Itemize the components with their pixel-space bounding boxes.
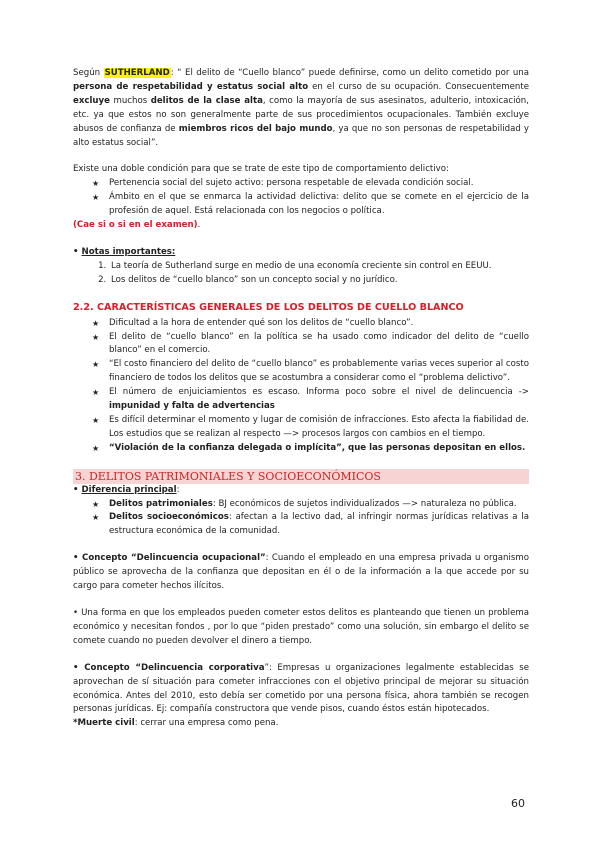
highlight-sutherland: SUTHERLAND — [104, 68, 170, 78]
condition-list — [73, 177, 529, 219]
bold-text: miembros ricos del bajo mundo — [178, 123, 333, 134]
difference-heading — [73, 484, 529, 498]
list-item: ★ “El costo financiero del delito de “cuello blanco” es probablemente varias veces superior al costo financiero de todos los delitos que se acostumbra a considerar como el “problema delictivo”. — [109, 358, 529, 386]
bullet: • — [73, 246, 82, 257]
corporate-crime-paragraph — [73, 662, 529, 718]
text: Según — [73, 68, 104, 78]
bold-text: excluye — [73, 95, 110, 106]
bold-text: “Violación de la confianza delegada o implícita”, que las personas depositan en ellos. — [109, 442, 526, 453]
list-item: ★ Es difícil determinar el momento y lugar de comisión de infracciones. Esto afecta la fiabilidad de. Los estudios que se realizan al respecto —> procesos largos con cambios en el tiempo. — [109, 414, 529, 442]
list-item: 2. Los delitos de “cuello blanco” son un concepto social y no jurídico. — [109, 274, 529, 288]
bold-text: persona de respetabilidad y estatus social alto — [73, 81, 309, 92]
page-number: 60 — [511, 797, 525, 810]
list-item: ★ El delito de “cuello blanco” en la política se ha usado como indicador del delito de “cuello blanco” en el comercio. — [109, 331, 529, 359]
text: : — [176, 484, 180, 495]
text: , ya que no son personas de respetabilidad y alto estatus social”. — [73, 123, 530, 148]
list-item — [109, 442, 529, 456]
text: : Cuando el empleado en una empresa privada u organismo público se aprovecha de la confianza que depositan en él o de la información a la que accede por su cargo para cometer hechos ilícitos. — [73, 553, 529, 592]
bold-text: delitos de la clase alta — [150, 95, 263, 106]
text: . — [197, 220, 201, 231]
list-item: 1. La teoría de Sutherland surge en medio de una economía creciente sin control en EEUU. — [109, 260, 529, 274]
list-item: ★ Pertenencia social del sujeto activo: persona respetable de elevada condición social. — [109, 177, 529, 191]
page-content — [73, 67, 529, 731]
text: en el curso de su ocupación. Consecuentemente — [308, 81, 529, 92]
notes-heading — [73, 246, 529, 260]
text: ”: Empresas u organizaciones legalmente establecidas se aprovechan de sí situación para cometer infracciones con el objetivo principal de mejorar su situación económica. Antes del 2010, esto debía ser cometido por una persona física, ahora también se recogen personas jurídicas. Ej: compañía constructora que vende pisos, cuando éstos están hipotecados. — [73, 662, 529, 715]
difference-title: Diferencia principal — [81, 484, 177, 495]
sutherland-definition — [73, 67, 529, 150]
exam-note — [73, 219, 529, 233]
employee-method-paragraph: • Una forma en que los empleados pueden cometer estos delitos es planteando que tienen un problema económico y necesitan fondos , por lo que “piden prestado” como una solución, sin embargo el delito se comete cuando no pueden devolver el dinero a tiempo. — [73, 608, 529, 646]
bold-text: • Concepto “Delincuencia corporativa — [73, 662, 265, 673]
text: muchos — [109, 95, 151, 106]
list-item — [109, 511, 529, 539]
term: Delitos patrimoniales — [109, 498, 213, 509]
civil-death-note — [73, 717, 529, 731]
text: : afectan a la lectivo dad, al infringir normas jurídicas relativas a la estructura económica de la comunidad. — [109, 512, 529, 537]
text: : BJ económicos de sujetos individualizados —> naturaleza no pública. — [212, 498, 517, 509]
text: El número de enjuiciamientos es escaso. Informa poco sobre el nivel de delincuencia -> — [109, 387, 529, 398]
condition-lead: Existe una doble condición para que se trate de este tipo de comportamiento delictivo: — [73, 164, 449, 175]
section-heading-2-2: 2.2. CARACTERÍSTICAS GENERALES DE LOS DELITOS DE CUELLO BLANCO — [73, 301, 464, 313]
notes-list — [73, 260, 529, 288]
difference-list — [73, 498, 529, 540]
exam-note-text: (Cae si o si en el examen) — [73, 220, 198, 231]
list-item: ★ Dificultad a la hora de entender qué son los delitos de “cuello blanco”. — [109, 317, 529, 331]
text: , como la mayoría de sus asesinatos, adulterio, intoxicación, etc. ya que estos no son generalmente parte de sus procedimientos ocupacionales. También excluye abusos de confianza de — [73, 95, 529, 134]
bullet: • — [73, 484, 82, 495]
text: : cerrar una empresa como pena. — [134, 718, 279, 729]
bold-text: *Muerte civil — [73, 718, 135, 729]
term: Delitos socioeconómicos — [109, 512, 229, 523]
occupational-crime-paragraph — [73, 552, 529, 594]
text: : “ El delito de “Cuello blanco” puede definirse, como un delito cometido por una — [170, 68, 529, 78]
list-item: ★ Ámbito en el que se enmarca la actividad delictiva: delito que se comete en el ejercicio de la profesión de aquel. Está relacionada con los negocios o política. — [109, 191, 529, 219]
list-item — [109, 498, 529, 512]
list-item — [109, 386, 529, 414]
characteristics-list — [73, 317, 529, 456]
bold-text: impunidad y falta de advertencias — [109, 401, 275, 412]
section-heading-3: 3. DELITOS PATRIMONIALES Y SOCIOECONÓMICOS — [73, 469, 529, 484]
notes-title: Notas importantes: — [81, 246, 176, 257]
bold-text: • Concepto “Delincuencia ocupacional” — [73, 553, 266, 564]
